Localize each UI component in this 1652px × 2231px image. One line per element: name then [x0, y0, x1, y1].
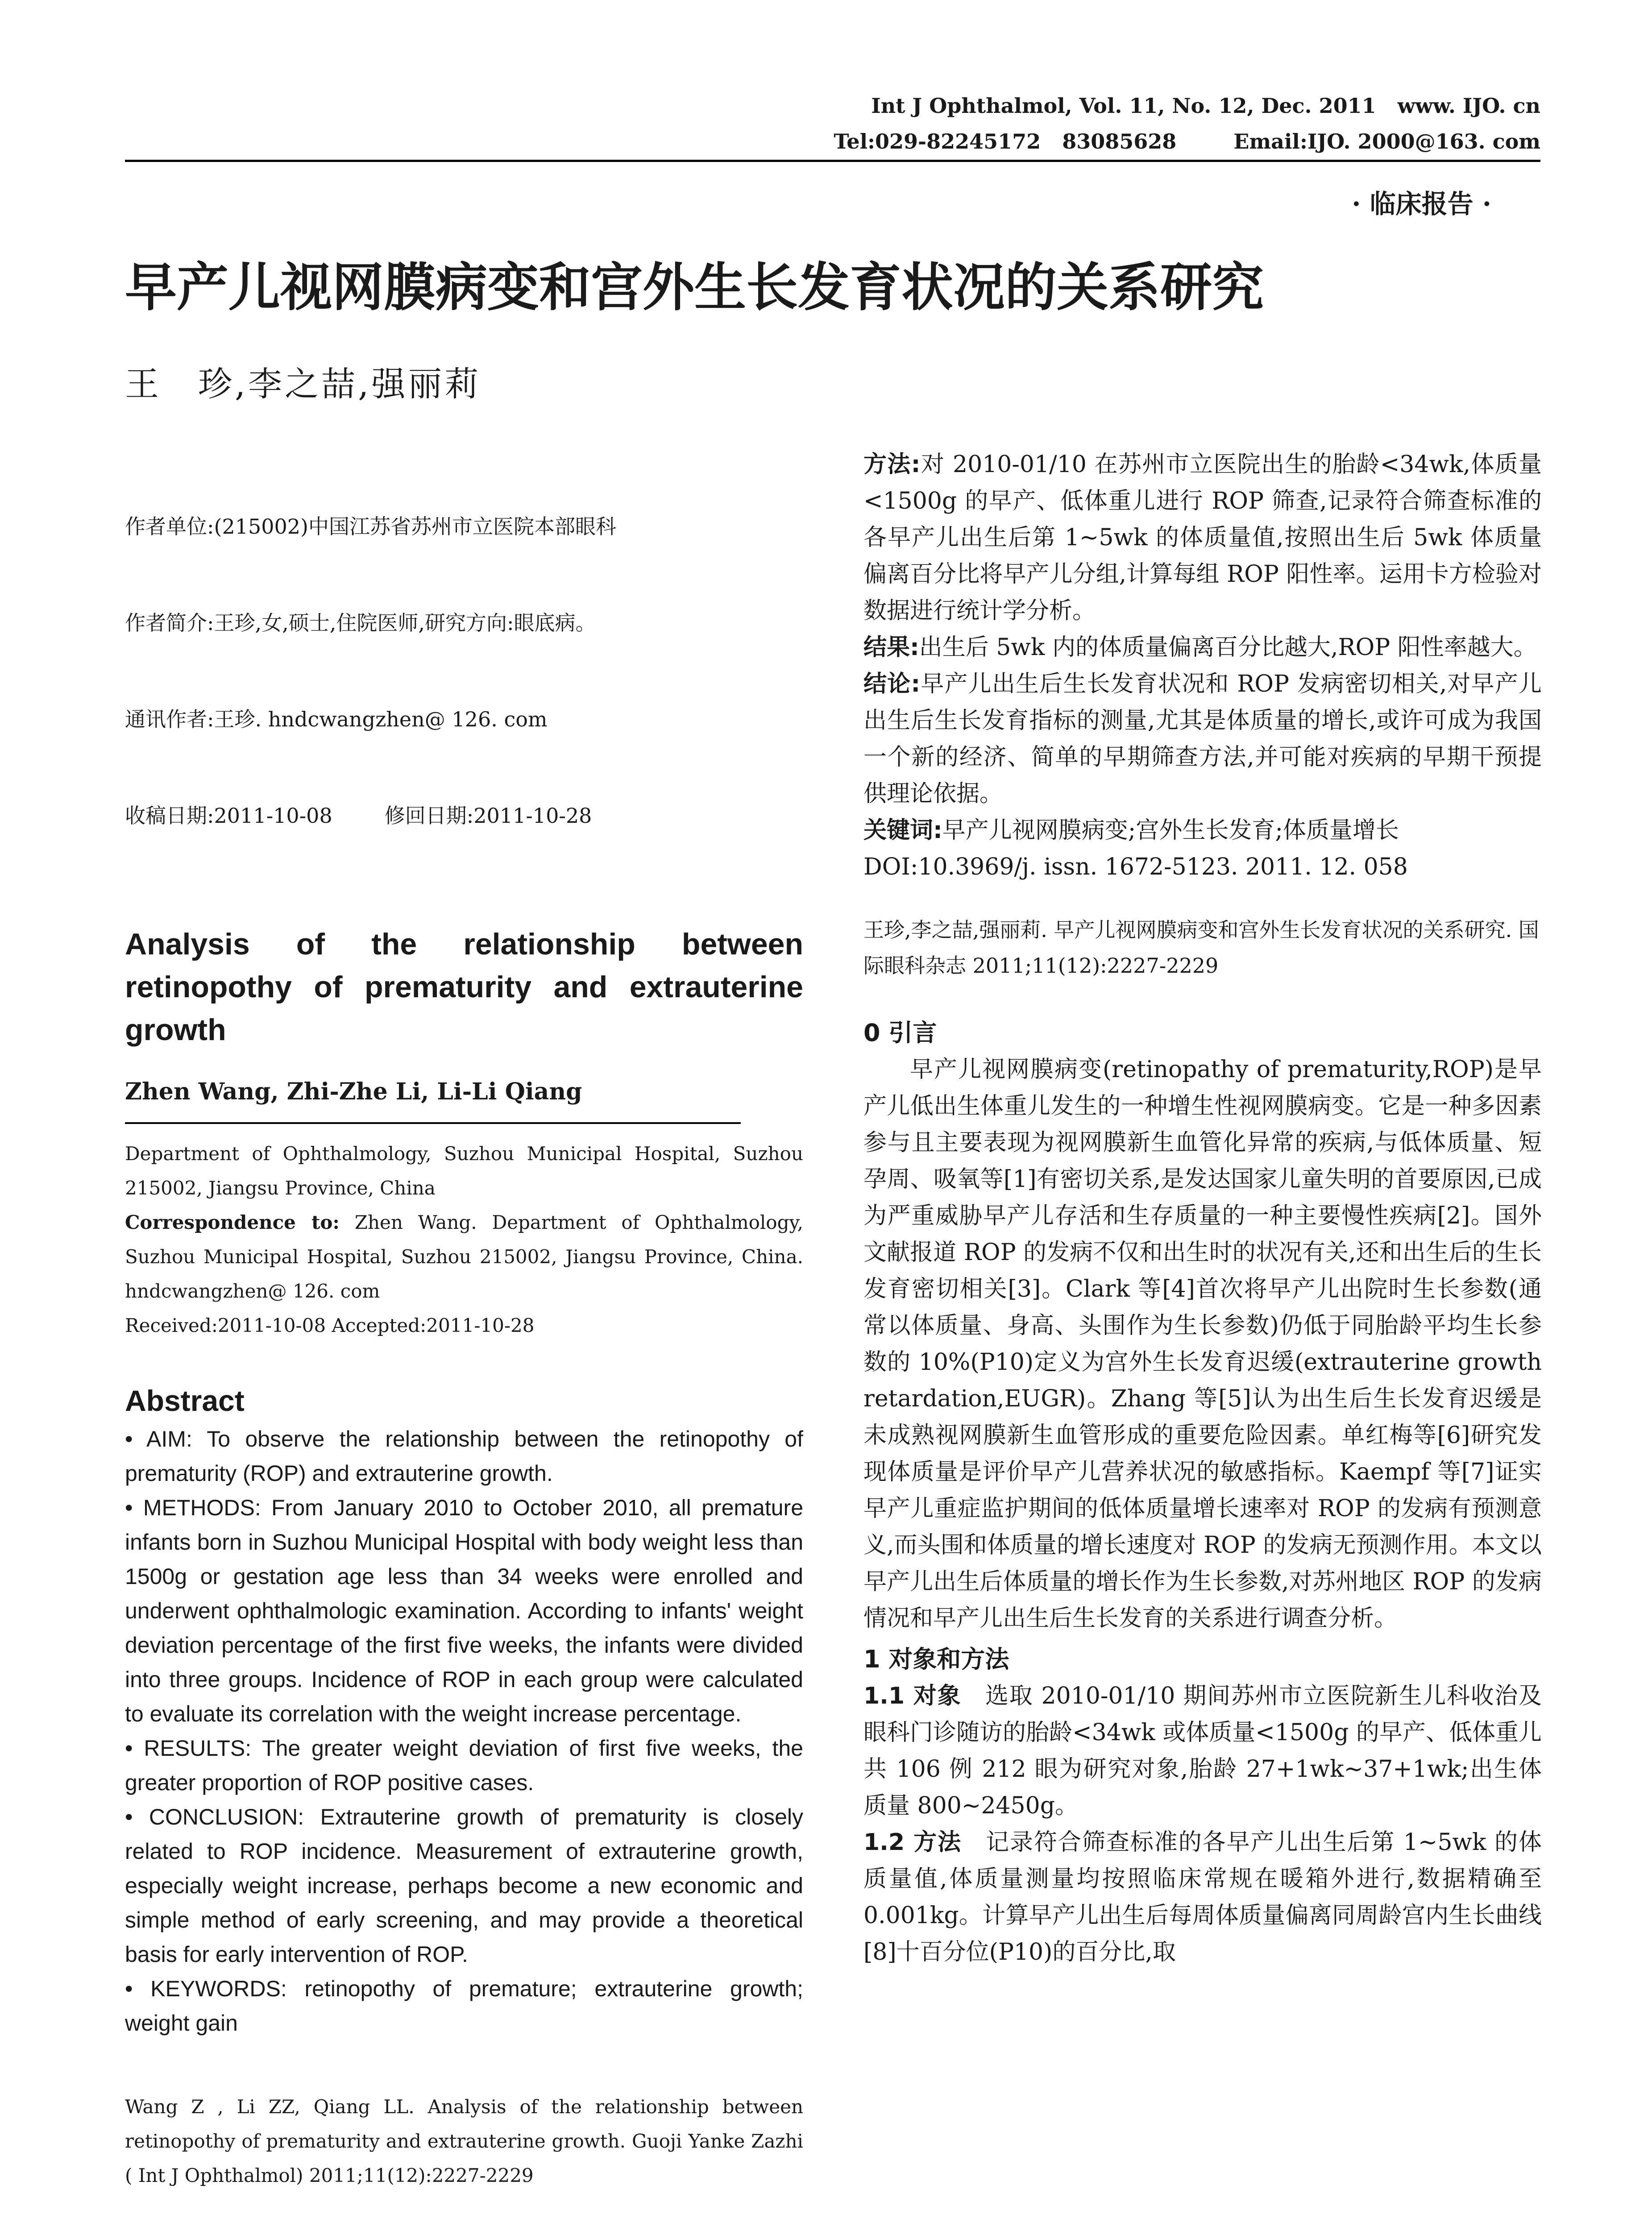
received-dates-en: Received:2011-10-08 Accepted:2011-10-28 — [125, 1315, 535, 1336]
conclusion-text-cn: 早产儿出生后生长发育状况和 ROP 发病密切相关,对早产儿出生后生长发育指标的测量,尤其是体质量的增长,或许可成为我国一个新的经济、简单的早期筛查方法,并可能对疾病的早期干预提供理论依据。 — [863, 671, 1542, 807]
correspondence-text: Zhen Wang. Department of Ophthalmology, Suzhou Municipal Hospital, Suzhou 215002, Jiangsu Province, China. hndcwangzhen@ 126. com — [125, 1211, 803, 1302]
journal-contact-line: Tel:029-82245172 83085628 Email:IJO. 2000@163. com — [834, 129, 1540, 153]
subjects-text: 选取 2010-01/10 期间苏州市立医院新生儿科收治及眼科门诊随访的胎龄<34wk 或体质量<1500g 的早产、低体重儿共 106 例 212 眼为研究对象,胎龄 27+1wk~37+1wk;出生体质量 800~2450g。 — [863, 1683, 1542, 1819]
article-title-cn: 早产儿视网膜病变和宫外生长发育状况的关系研究 — [125, 257, 1264, 318]
intro-paragraph: 早产儿视网膜病变(retinopathy of prematurity,ROP)是早产儿低出生体重儿发生的一种增生性视网膜病变。它是一种多因素参与且主要表现为视网膜新生血管化异常的疾病,与低体质量、短孕周、吸氧等[1]有密切关系,是发达国家儿童失明的首要原因,已成为严重威胁早产儿存活和生存质量的一种主要慢性疾病[2]。国外文献报道 ROP 的发病不仅和出生时的状况有关,还和出生后的生长发育密切相关[3]。Clark 等[4]首次将早产儿出院时生长参数(通常以体质量、身高、头围作为生长参数)仍低于同胎龄平均生长参数的 10%(P10)定义为宫外生长发育迟缓(extrauterine growth retardation,EUGR)。Zhang 等[5]认为出生后生长发育迟缓是未成熟视网膜新生血管形成的重要危险因素。单红梅等[6]研究发现体质量是评价早产儿营养状况的敏感指标。Kaempf 等[7]证实早产儿重症监护期间的低体质量增长速率对 ROP 的发病有预测意义,而头围和体质量的增长速度对 ROP 的发病无预测作用。本文以早产儿出生后体质量的增长作为生长参数,对苏州地区 ROP 的发病情况和早产儿出生后生长发育的关系进行调查分析。 — [863, 1056, 1542, 1632]
affiliation-block — [125, 1136, 803, 1343]
method-text: 记录符合筛查标准的各早产儿出生后第 1~5wk 的体质量值,体质量测量均按照临床常规在暖箱外进行,数据精确至 0.001kg。计算早产儿出生后每周体质量偏离同周龄宫内生长曲线[8]十百分位(P10)的百分比,取 — [863, 1829, 1542, 1966]
abstract-results: • RESULTS: The greater weight deviation of first five weeks, the greater proportion of ROP positive cases. — [125, 1736, 803, 1795]
author-meta-cn — [125, 446, 803, 896]
correspondence-label: Correspondence to: — [125, 1211, 340, 1233]
method-label: 1.2 方法 — [863, 1829, 962, 1856]
section-tag: · 临床报告 · — [1352, 189, 1491, 219]
abstract-cn-continued — [863, 446, 1542, 885]
abstract-methods: • METHODS: From January 2010 to October 2010, all premature infants born in Suzhou Municipal Hospital with body weight less than 1500g or gestation age less than 34 weeks were enrolled and underwent ophthalmologic examination. According to infants' weight deviation percentage of the first five weeks, the infants were divided into three groups. Incidence of ROP in each group were calculated to evaluate its correlation with the weight increase percentage. — [125, 1495, 803, 1726]
methods-label-cn: 方法: — [863, 451, 921, 478]
methods-text-cn: 对 2010-01/10 在苏州市立医院出生的胎龄<34wk,体质量<1500g 的早产、低体重儿进行 ROP 筛查,记录符合筛查标准的各早产儿出生后第 1~5wk 的体质量值,按照出生后 5wk 体质量偏离百分比将早产儿分组,计算每组 ROP 阳性率。运用卡方检验对数据进行统计学分析。 — [863, 451, 1542, 624]
keywords-text-cn: 早产儿视网膜病变;宫外生长发育;体质量增长 — [942, 817, 1399, 844]
authors-en: Zhen Wang, Zhi-Zhe Li, Li-Li Qiang — [125, 1078, 582, 1105]
conclusion-label-cn: 结论: — [863, 671, 921, 697]
subjects-label: 1.1 对象 — [863, 1683, 962, 1709]
received-dates-cn: 收稿日期:2011-10-08 修回日期:2011-10-28 — [125, 804, 592, 828]
left-column — [125, 446, 803, 2231]
abstract-aim: • AIM: To observe the relationship between the retinopothy of prematurity (ROP) and extrauterine growth. — [125, 1427, 803, 1486]
citation-cn: 王珍,李之喆,强丽莉. 早产儿视网膜病变和宫外生长发育状况的关系研究. 国际眼科杂志 2011;11(12):2227-2229 — [863, 918, 1539, 978]
header-divider — [125, 160, 1540, 162]
abstract-en — [125, 1422, 803, 2040]
authors-divider — [125, 1122, 741, 1124]
author-bio: 作者简介:王珍,女,硕士,住院医师,研究方向:眼底病。 — [125, 611, 596, 635]
journal-header-line: Int J Ophthalmol, Vol. 11, No. 12, Dec. 2011 www. IJO. cn — [871, 94, 1540, 118]
citation-en: Wang Z , Li ZZ, Qiang LL. Analysis of the relationship between retinopothy of prematurity and extrauterine growth. Guoji Yanke Zazhi ( Int J Ophthalmol) 2011;11(12):2227-2229 — [125, 2096, 803, 2186]
section-heading-intro: 0 引言 — [863, 1019, 937, 1047]
results-text-cn: 出生后 5wk 内的体质量偏离百分比越大,ROP 阳性率越大。 — [919, 634, 1537, 661]
results-label-cn: 结果: — [863, 634, 919, 661]
right-column — [863, 446, 1542, 1970]
results-cn — [863, 629, 1542, 666]
conclusion-cn — [863, 666, 1542, 812]
affiliation-en: Department of Ophthalmology, Suzhou Municipal Hospital, Suzhou 215002, Jiangsu Province, China — [125, 1143, 803, 1199]
abstract-conclusion: • CONCLUSION: Extrauterine growth of prematurity is closely related to ROP incidence. Measurement of extrauterine growth, especially weight increase, perhaps become a new economic and simple method of early screening, and may provide a theoretical basis for early intervention of ROP. — [125, 1804, 803, 1967]
subjects-paragraph — [863, 1678, 1542, 1824]
article-title-en: Analysis of the relationship between retinopothy of prematurity and extrauterine growth — [125, 927, 803, 1047]
methods-cn — [863, 446, 1542, 629]
authors-cn: 王 珍,李之喆,强丽莉 — [125, 364, 481, 404]
keywords-label-cn: 关键词: — [863, 817, 942, 844]
abstract-keywords: • KEYWORDS: retinopothy of premature; extrauterine growth; weight gain — [125, 1976, 803, 2036]
corresponding-author: 通讯作者:王珍. hndcwangzhen@ 126. com — [125, 707, 548, 731]
method-paragraph — [863, 1824, 1542, 1970]
keywords-cn — [863, 812, 1542, 849]
correspondence-en — [125, 1205, 803, 1308]
doi: DOI:10.3969/j. issn. 1672-5123. 2011. 12. 058 — [863, 854, 1408, 880]
abstract-heading: Abstract — [125, 1384, 245, 1417]
section-heading-methods: 1 对象和方法 — [863, 1645, 1009, 1673]
author-unit: 作者单位:(215002)中国江苏省苏州市立医院本部眼科 — [125, 514, 616, 539]
